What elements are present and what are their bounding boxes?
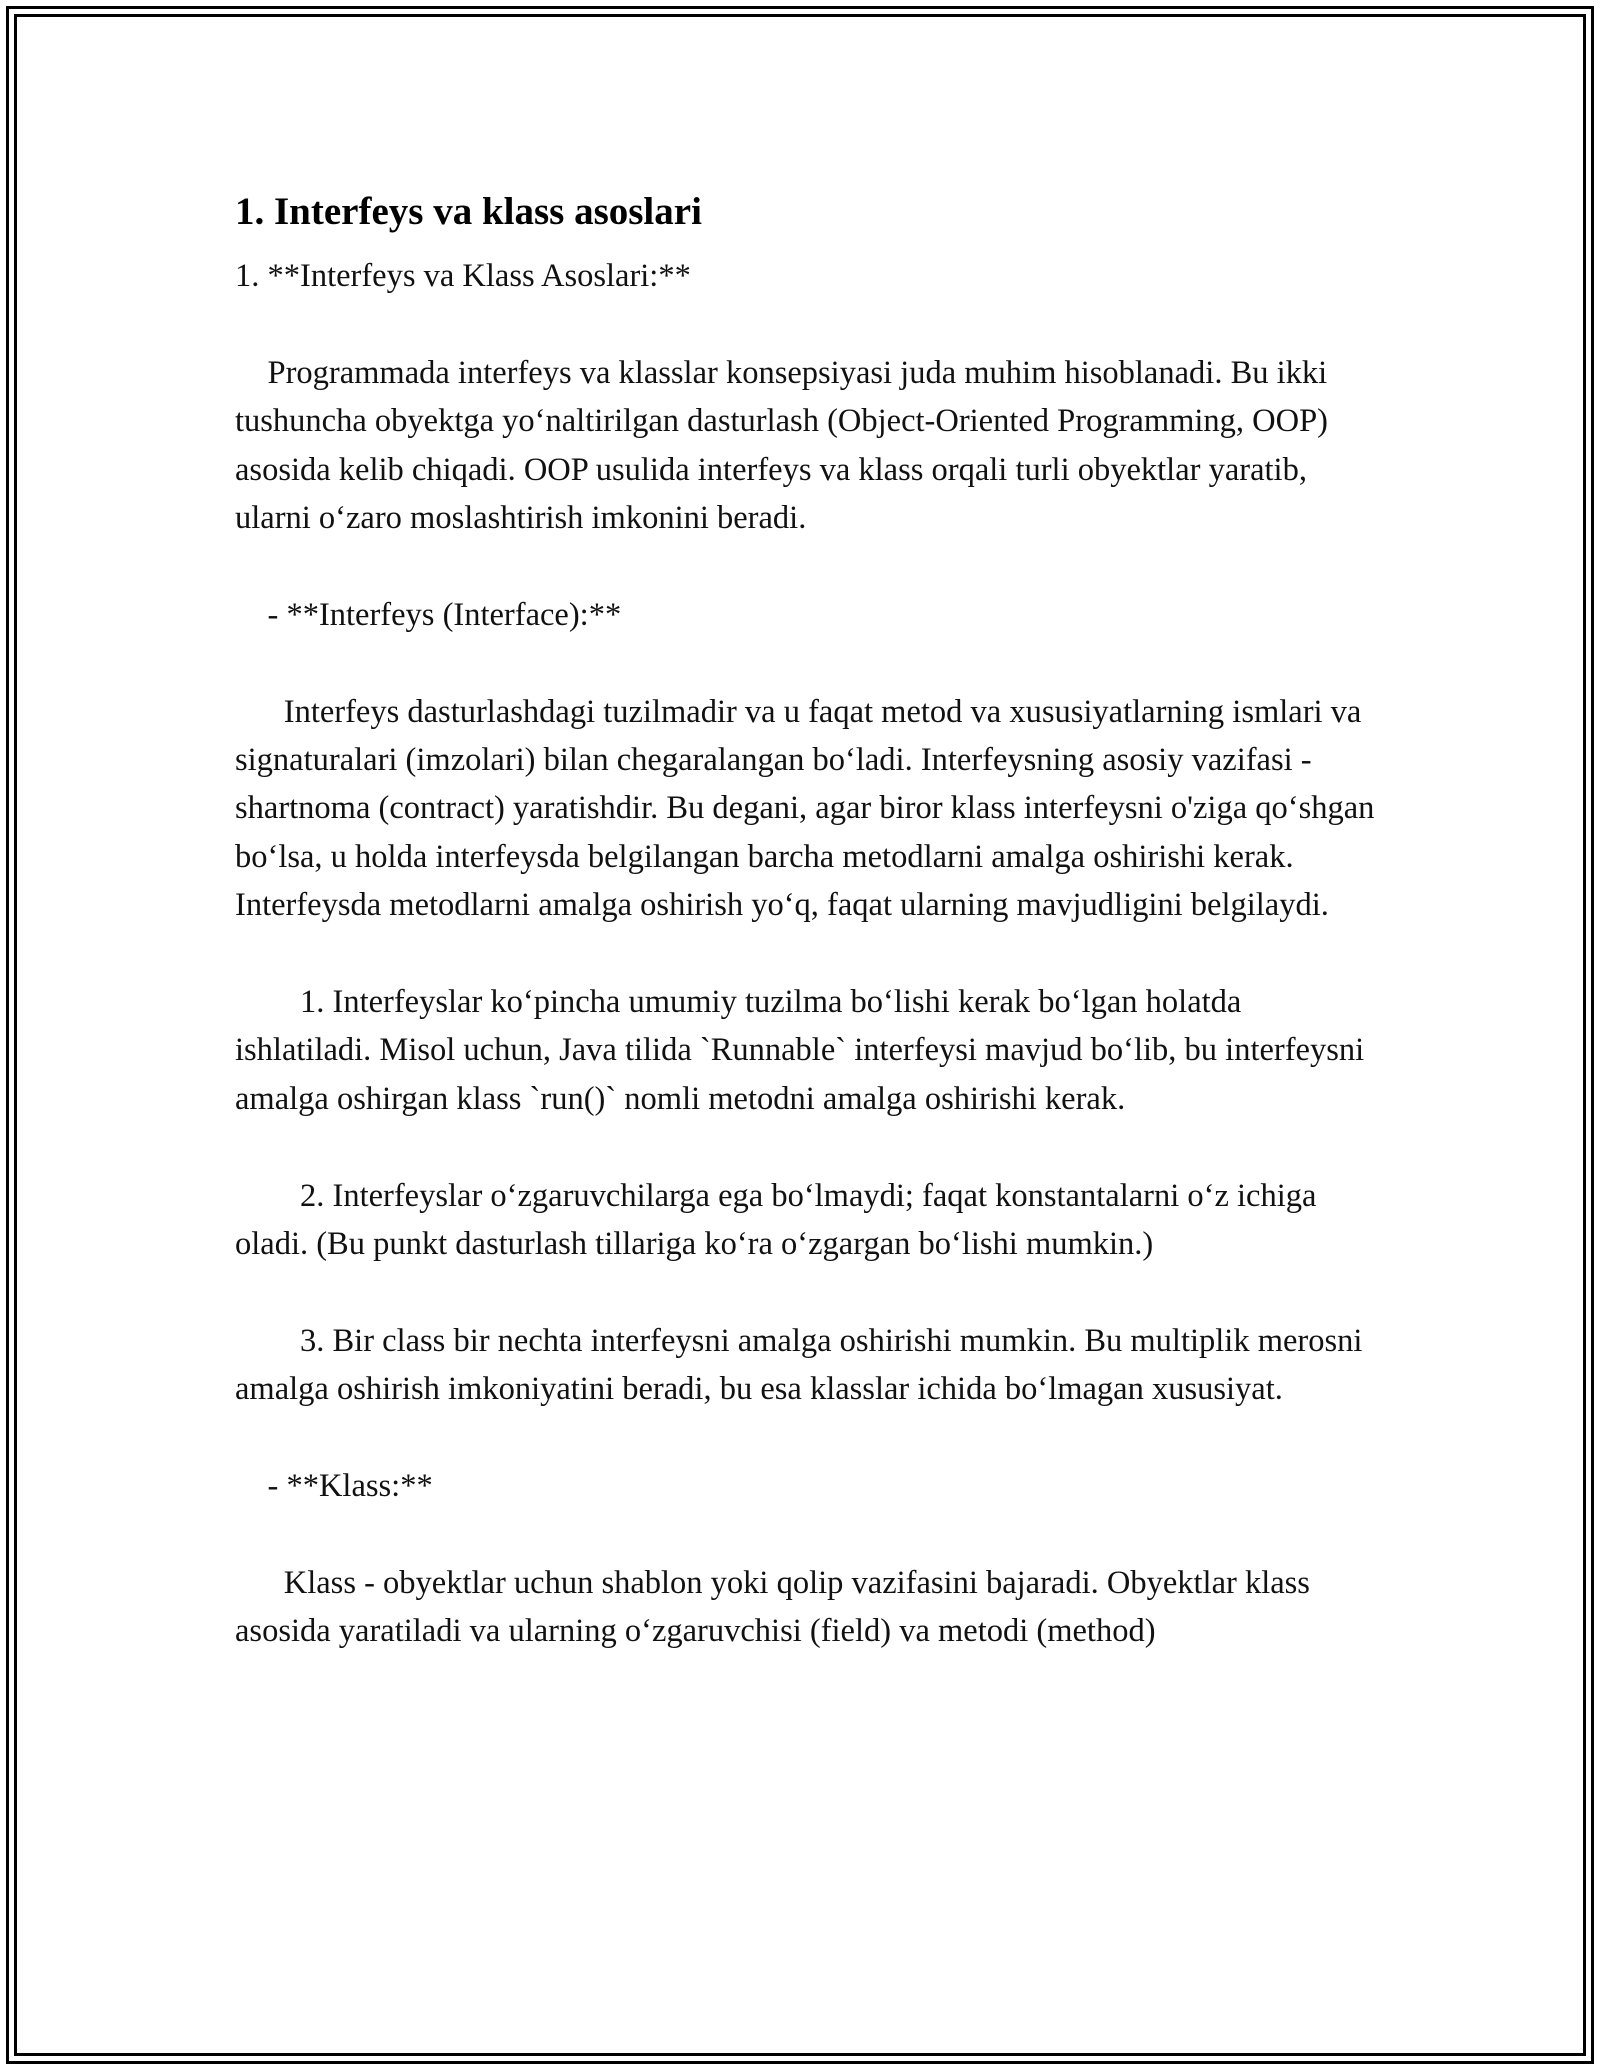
- paragraph-interface-title: - **Interfeys (Interface):**: [235, 596, 622, 633]
- paragraph-interface-point-1: 1. Interfeyslar koʻpincha umumiy tuzilma boʻlishi kerak boʻlgan holatda ishlatiladi. Misol uchun, Java tilida `Runnable` interfeysi mavjud boʻlib, bu interfeysni amalga oshirgan klass `run()` nomli metodni amalga oshirishi kerak.: [235, 984, 1373, 1117]
- document-body: [235, 188, 1383, 1704]
- paragraph-class-description: Klass - obyektlar uchun shablon yoki qolip vazifasini bajaradi. Obyektlar klass asosida yaratiladi va ularning oʻzgaruvchisi (field) va metodi (method): [235, 1564, 1319, 1650]
- section-heading: 1. Interfeys va klass asoslari: [235, 190, 702, 233]
- paragraph-interface-point-3: 3. Bir class bir nechta interfeysni amalga oshirishi mumkin. Bu multiplik merosni amalga oshirish imkoniyatini beradi, bu esa klasslar ichida boʻlmagan xususiyat.: [235, 1322, 1371, 1408]
- paragraph-interface-description: Interfeys dasturlashdagi tuzilmadir va u faqat metod va xususiyatlarning ismlari va signaturalari (imzolari) bilan chegaralangan boʻladi. Interfeysning asosiy vazifasi - shartnoma (contract) yaratishdir. Bu degani, agar biror klass interfeysni o'ziga qoʻshgan boʻlsa, u holda interfeysda belgilangan barcha metodlarni amalga oshirishi kerak. Interfeysda metodlarni amalga oshirish yoʻq, faqat ularning mavjudligini belgilaydi.: [235, 693, 1383, 924]
- paragraph-interface-point-2: 2. Interfeyslar oʻzgaruvchilarga ega boʻlmaydi; faqat konstantalarni oʻz ichiga oladi. (Bu punkt dasturlash tillariga koʻra oʻzgargan boʻlishi mumkin.): [235, 1177, 1325, 1263]
- paragraph-class-title: - **Klass:**: [235, 1468, 433, 1505]
- paragraph-intro: Programmada interfeys va klasslar konsepsiyasi juda muhim hisoblanadi. Bu ikki tushuncha obyektga yoʻnaltirilgan dasturlash (Object-Oriented Programming, OOP) asosida kelib chiqadi. OOP usulida interfeys va klass orqali turli obyektlar yaratib, ularni oʻzaro moslashtirish imkonini beradi.: [235, 354, 1337, 537]
- paragraph-list-title: 1. **Interfeys va Klass Asoslari:**: [235, 258, 691, 294]
